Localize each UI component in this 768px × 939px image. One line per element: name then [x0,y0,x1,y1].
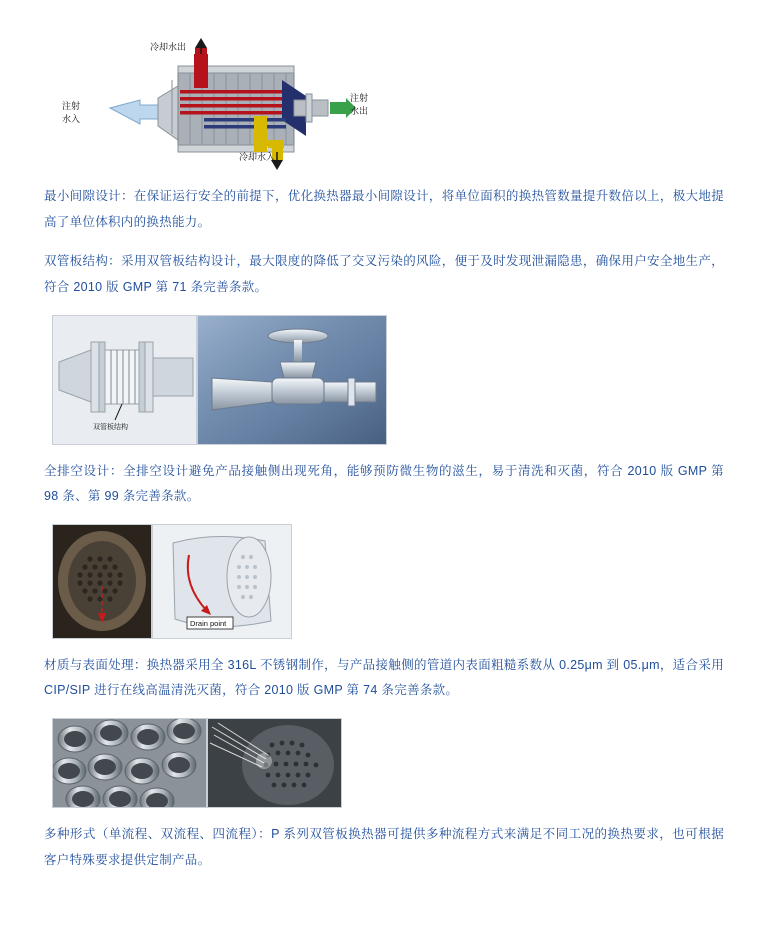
sanitary-valve-drawing [198,316,386,444]
stainless-tubes-photo [52,718,207,808]
label-injection-water-out-line2: 水出 [350,105,369,116]
heat-exchanger-svg-wrap [54,20,384,170]
figure-double-tubesheet [52,315,724,445]
label-cooling-water-out: 冷却水出 [150,42,187,52]
label-injection-water-in-line1: 注射 [62,101,81,111]
heat-exchanger-svg [54,20,384,170]
drain-point-drawing [152,524,292,639]
sanitary-valve-photo [197,315,387,445]
stainless-tubes-drawing [53,719,206,807]
label-injection-water-in-line2: 水入 [62,113,81,124]
heat-exchanger-flow-diagram [44,20,724,170]
label-injection-water-in [62,100,80,125]
svg-text:Drain point: Drain point [190,618,227,628]
label-injection-water-out [350,92,368,117]
paragraph-double-tubesheet: 双管板结构：采用双管板结构设计，最大限度的降低了交叉污染的风险，便于及时发现泄漏隐患，确保用户安全地生产，符合 2010 版 GMP 第 71 条完善条款。 [44,254,724,294]
svg-text:双管板结构: 双管板结构 [93,423,128,431]
paragraph-minimum-clearance: 最小间隙设计：在保证运行安全的前提下，优化换热器最小间隙设计，将单位面积的换热管数量提升数倍以上，极大地提高了单位体积内的换热能力。 [44,189,724,229]
label-injection-water-out-line1: 注射 [350,93,369,103]
drain-point-svg [153,525,291,638]
spray-cleaning-drawing [208,719,341,807]
paragraph-multiple-pass-types: 多种形式（单流程、双流程、四流程）：P 系列双管板换热器可提供多种流程方式来满足不同工况的换热要求，也可根据客户特殊要求提供定制产品。 [44,827,724,867]
tubesheet-cutaway-drawing [53,316,196,444]
label-cooling-water-in: 冷却水入 [239,152,276,162]
tube-bundle-end-photo [52,524,152,639]
paragraph-material-surface: 材质与表面处理：换热器采用全 316L 不锈钢制作，与产品接触侧的管道内表面粗糙系数从 0.25μm 到 05.μm，适合采用 CIP/SIP 进行在线高温清洗灭菌，符合 2010 版 GMP 第 74 条完善条款。 [44,657,724,698]
figure-full-drain [52,524,724,639]
spray-cleaning-photo [207,718,342,808]
tube-bundle-drawing [53,525,151,638]
tubesheet-cutaway-photo [52,315,197,445]
figure-material-surface [52,718,724,808]
paragraph-full-drain: 全排空设计：全排空设计避免产品接触侧出现死角，能够预防微生物的滋生，易于清洗和灭菌，符合 2010 版 GMP 第 98 条、第 99 条完善条款。 [44,463,724,504]
